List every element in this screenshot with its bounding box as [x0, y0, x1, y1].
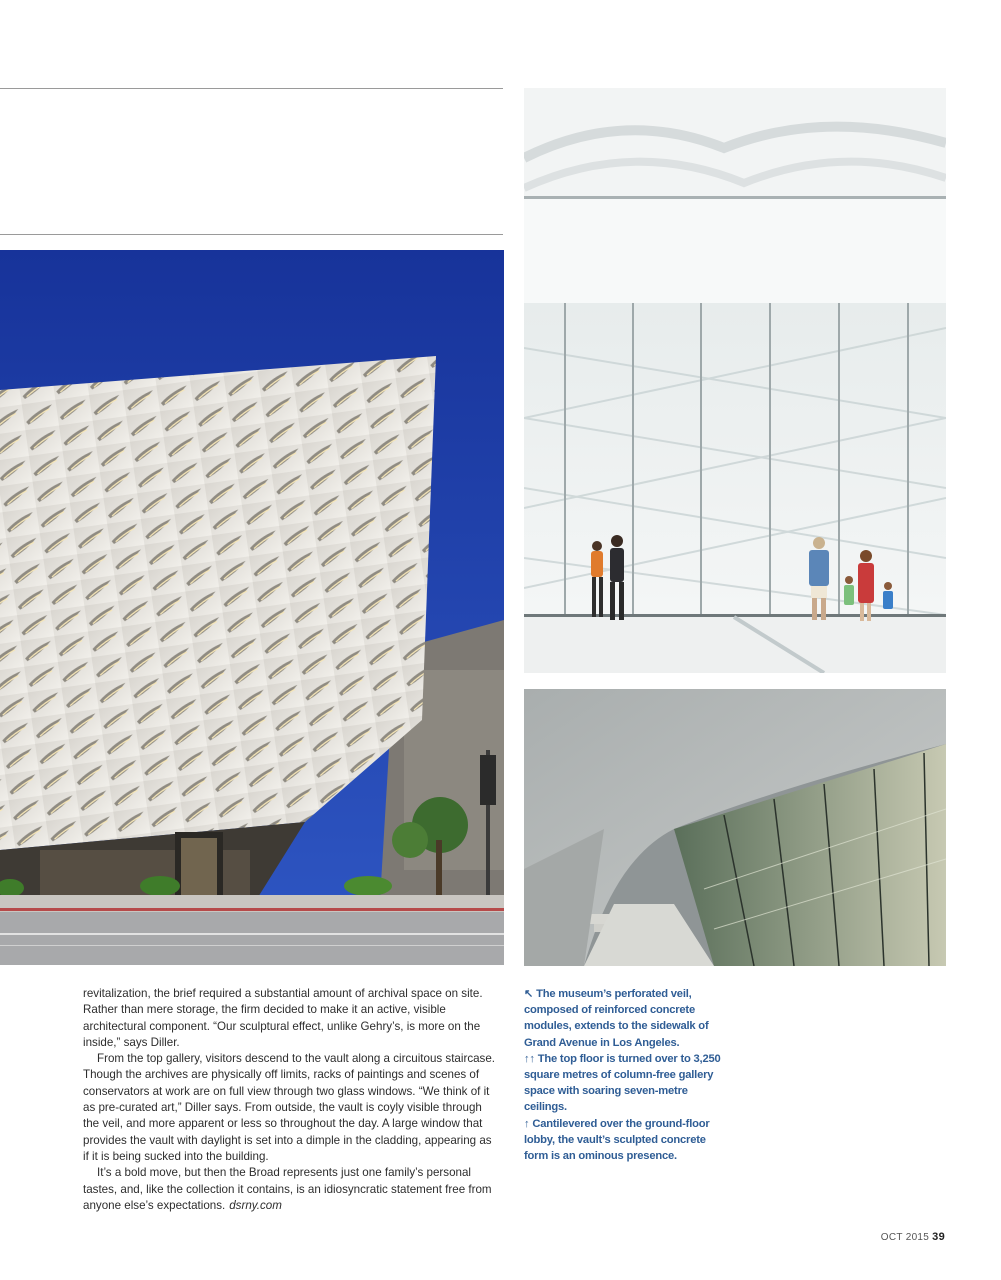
body-paragraph: revitalization, the brief required a substantial amount of archival space on site. Rather than mere storage, the firm decided to make it an active, visible architectural component. “Our sculptural effect, unlike Gehry’s, is more on the inside,” says Diller.: [83, 987, 483, 1049]
page-number: 39: [932, 1231, 945, 1243]
folio: [881, 1231, 945, 1243]
body-paragraph: From the top gallery, visitors descend to the vault along a circuitous staircase. Though the archives are physically off limits, racks of paintings and scenes of conservators at work are on full view through two glass windows. “We think of it as pre-curated art,” Diller says. From outside, the vault is coyly visible through the veil, and more apparent or less so throughout the day. A large window that provides the vault with daylight is set into a dimple in the cladding, appearing as if it is being sucked into the building.: [83, 1052, 496, 1163]
credit-link[interactable]: dsrny.com: [229, 1198, 282, 1212]
caption: ↑↑ The top floor is turned over to 3,250 square metres of column-free gallery space with soaring seven-metre ceilings.: [524, 1052, 721, 1114]
top-rule: [0, 88, 503, 89]
caption-arrow-icon: ↖: [524, 988, 534, 1000]
caption: ↖ The museum’s perforated veil, composed of reinforced concrete modules, extends to the sidewalk of Grand Avenue in Los Angeles.: [524, 988, 709, 1049]
caption-arrow-icon: ↑: [524, 1117, 530, 1130]
gallery-photo: [524, 88, 946, 673]
middle-rule: [0, 234, 503, 235]
photo-captions: [524, 986, 724, 1164]
lobby-photo: [524, 689, 946, 966]
caption-arrow-icon: ↑↑: [524, 1052, 535, 1065]
caption: ↑ Cantilevered over the ground-floor lobby, the vault’s sculpted concrete form is an ominous presence.: [524, 1117, 710, 1163]
exterior-photo: [0, 250, 504, 965]
issue-date: OCT 2015: [880, 1232, 930, 1243]
article-body: [83, 986, 499, 1214]
body-paragraph-last: [83, 1165, 499, 1214]
body-paragraph-text: It’s a bold move, but then the Broad represents just one family’s personal tastes, and, like the collection it contains, is an idiosyncratic statement free from anyone else’s expectations.: [83, 1166, 492, 1212]
